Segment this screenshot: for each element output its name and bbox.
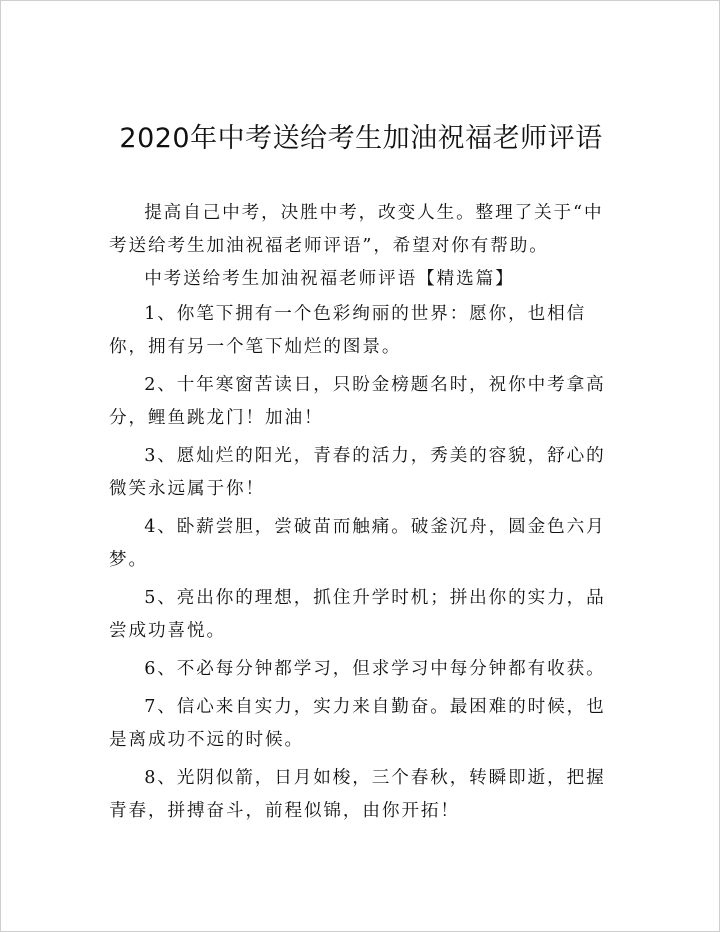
list-item: 5、亮出你的理想，抓住升学时机；拼出你的实力，品尝成功喜悦。 (109, 588, 606, 641)
section-heading: 中考送给考生加油祝福老师评语【精选篇】 (144, 269, 515, 289)
list-item: 8、光阴似箭，日月如梭，三个春秋，转瞬即逝，把握青春，拼搏奋斗，前程似锦，由你开拓！ (109, 768, 606, 821)
intro-paragraph: 提高自己中考，决胜中考，改变人生。整理了关于“中考送给考生加油祝福老师评语”，希望对你有帮助。 (109, 203, 604, 256)
list-item: 7、信心来自实力，实力来自勤奋。最困难的时候，也是离成功不远的时候。 (109, 697, 606, 750)
list-item: 2、十年寒窗苦读日，只盼金榜题名时，祝你中考拿高分，鲤鱼跳龙门！加油！ (109, 375, 606, 428)
list-item: 4、卧薪尝胆，尝破苗而触痛。破釜沉舟，圆金色六月梦。 (109, 517, 606, 570)
page-title: 2020年中考送给考生加油祝福老师评语 (119, 123, 603, 154)
list-item: 6、不必每分钟都学习，但求学习中每分钟都有收获。 (144, 659, 606, 679)
document-body (109, 197, 613, 833)
list-item: 1、你笔下拥有一个色彩绚丽的世界：愿你，也相信你，拥有另一个笔下灿烂的图景。 (109, 304, 587, 357)
list-item: 3、愿灿烂的阳光，青春的活力，秀美的容貌，舒心的微笑永远属于你！ (109, 446, 606, 499)
